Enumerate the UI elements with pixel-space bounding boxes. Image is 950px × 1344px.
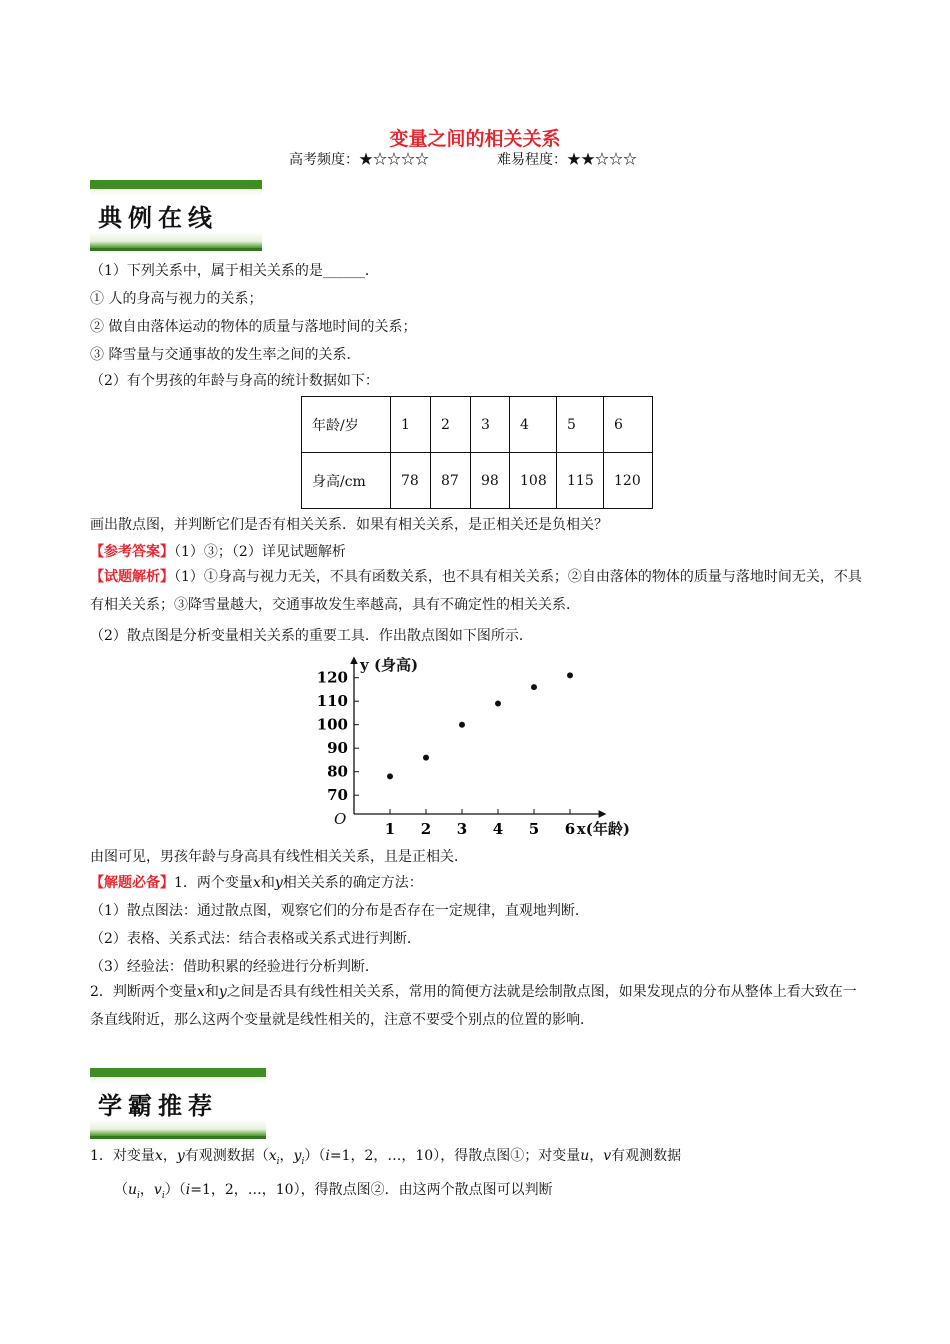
- y-tick-label: 80: [327, 762, 348, 781]
- var-v: v: [153, 1181, 162, 1198]
- var-x: x: [268, 1148, 277, 1164]
- question-option-2: ② 做自由落体运动的物体的质量与落地时间的关系；: [90, 319, 417, 335]
- table-cell: 6: [604, 397, 653, 453]
- question-option-3: ③ 降雪量与交通事故的发生率之间的关系．: [90, 347, 361, 363]
- question-2-intro: （2）有个男孩的年龄与身高的统计数据如下：: [90, 373, 379, 389]
- var-y: y: [218, 984, 227, 1000]
- table-cell: 108: [510, 453, 557, 509]
- var-y: y: [274, 875, 283, 891]
- var-x: x: [252, 875, 261, 891]
- difficulty-level: 难易程度：★★☆☆☆: [497, 152, 637, 168]
- answer-text: （1）③；（2）详见试题解析: [174, 544, 346, 560]
- analysis-paragraph: [90, 563, 870, 619]
- banner-top-student-text: 学霸推荐: [98, 1092, 218, 1120]
- method-text: 和: [260, 875, 275, 891]
- subscript-i: i: [276, 1156, 280, 1167]
- paragraph-text: 2．判断两个变量: [90, 984, 197, 1000]
- scatter-point: [459, 722, 465, 728]
- exercise-text: =1，2，…，10），得散点图②．由这两个散点图可以判断: [190, 1181, 553, 1198]
- question-intro: （1）下列关系中，属于相关关系的是______．: [90, 263, 379, 279]
- var-x: x: [154, 1148, 163, 1164]
- scatter-point: [495, 701, 501, 707]
- method-paragraph-2: [90, 978, 870, 1034]
- y-tick-label: 70: [327, 786, 348, 805]
- analysis-tag: 【试题解析】: [90, 569, 174, 585]
- scatter-point: [567, 672, 573, 678]
- x-tick-label: 3: [456, 820, 468, 838]
- method-3: （3）经验法：借助积累的经验进行分析判断．: [90, 959, 379, 975]
- separator: ，: [162, 1148, 177, 1164]
- y-axis-label: y (身高): [360, 656, 419, 674]
- scatter-chart: [300, 650, 650, 840]
- reference-answer: [90, 541, 870, 561]
- x-tick-label: 2: [420, 820, 432, 838]
- exercise-text: ）（: [304, 1148, 326, 1164]
- method-text: 相关关系的确定方法：: [282, 875, 423, 891]
- table-cell: 3: [471, 397, 510, 453]
- y-tick-label: 100: [316, 715, 348, 734]
- exercise-text: =1，2，…，10），得散点图①；对变量: [329, 1148, 581, 1164]
- var-y: y: [293, 1148, 302, 1164]
- var-x: x: [196, 984, 205, 1000]
- method-2: （2）表格、关系式法：结合表格或关系式进行判断．: [90, 931, 421, 947]
- subscript-i: i: [137, 1190, 140, 1201]
- table-header-age: 年龄/岁: [302, 397, 391, 453]
- table-cell: 2: [431, 397, 471, 453]
- y-tick-label: 120: [316, 668, 348, 687]
- table-cell: 120: [604, 453, 653, 509]
- method-text: 1．两个变量: [174, 875, 253, 891]
- conclusion: 由图可见，男孩年龄与身高具有线性相关关系，且是正相关．: [90, 849, 468, 865]
- subscript-i: i: [301, 1156, 305, 1167]
- question-option-1: ① 人的身高与视力的关系；: [90, 291, 263, 307]
- exam-frequency: 高考频度：★☆☆☆☆: [289, 152, 429, 168]
- method-1: （1）散点图法：通过散点图，观察它们的分布是否存在一定规律，直观地判断．: [90, 903, 589, 919]
- var-u: u: [580, 1148, 590, 1164]
- separator: ，: [589, 1148, 604, 1164]
- subscript-i: i: [161, 1190, 165, 1201]
- table-cell: 87: [431, 453, 471, 509]
- analysis-text: （1）①身高与视力无关，不具有函数关系，也不具有相关关系；②自由落体的物体的质量与落地时间无关，不具有相关关系；③降雪量越大，交通事故发生率越高，具有不确定性的相关关系．: [90, 569, 862, 613]
- scatter-point: [531, 684, 537, 690]
- analysis-part-2: （2）散点图是分析变量相关关系的重要工具．作出散点图如下图所示．: [90, 628, 533, 644]
- table-cell: 1: [391, 397, 431, 453]
- var-u: u: [128, 1181, 138, 1198]
- question-2-ask: 画出散点图，并判断它们是否有相关关系．如果有相关关系，是正相关还是负相关？: [90, 517, 608, 533]
- table-cell: 5: [557, 397, 604, 453]
- paragraph-text: 之间是否具有线性相关关系，常用的简便方法就是绘制散点图，如果发现点的分布从整体上看大致在一条直线附近，那么这两个变量就是线性相关的，注意不要受个别点的位置的影响．: [90, 984, 857, 1028]
- age-height-table: [301, 396, 653, 509]
- var-y: y: [176, 1148, 185, 1164]
- page-title: 变量之间的相关关系: [389, 128, 561, 150]
- var-v: v: [603, 1148, 612, 1164]
- var-i: i: [185, 1181, 191, 1198]
- table-row: [302, 397, 653, 453]
- method-heading: [90, 872, 870, 892]
- exercise-text: ）（: [164, 1181, 186, 1198]
- exercise-text: （: [114, 1181, 128, 1198]
- answer-tag: 【参考答案】: [90, 544, 174, 560]
- scatter-point: [387, 773, 393, 779]
- scatter-point: [423, 755, 429, 761]
- y-tick-label: 110: [316, 692, 348, 711]
- banner-typical-example: [90, 180, 262, 251]
- banner-top-student: [90, 1068, 266, 1139]
- table-cell: 98: [471, 453, 510, 509]
- table-cell: 115: [557, 453, 604, 509]
- banner-typical-example-text: 典例在线: [98, 204, 218, 232]
- exercise-text: 1．对变量: [90, 1148, 155, 1164]
- method-tag: 【解题必备】: [90, 875, 174, 891]
- x-axis-label: x(年龄): [576, 820, 630, 838]
- y-tick-label: 90: [327, 739, 348, 758]
- x-tick-label: 1: [384, 820, 396, 838]
- var-i: i: [325, 1148, 330, 1164]
- x-tick-label: 5: [528, 820, 540, 838]
- x-tick-label: 4: [492, 820, 504, 838]
- table-row: [302, 453, 653, 509]
- exercise-text: 有观测数据（: [184, 1148, 269, 1164]
- origin-label: O: [334, 810, 347, 828]
- separator: ，: [139, 1181, 154, 1198]
- paragraph-text: 和: [204, 984, 219, 1000]
- exercise-1: [90, 1142, 870, 1210]
- exercise-text: 有观测数据: [611, 1148, 682, 1164]
- table-cell: 4: [510, 397, 557, 453]
- separator: ，: [279, 1148, 294, 1164]
- table-header-height: 身高/cm: [302, 453, 391, 509]
- table-cell: 78: [391, 453, 431, 509]
- x-tick-label: 6: [564, 820, 576, 838]
